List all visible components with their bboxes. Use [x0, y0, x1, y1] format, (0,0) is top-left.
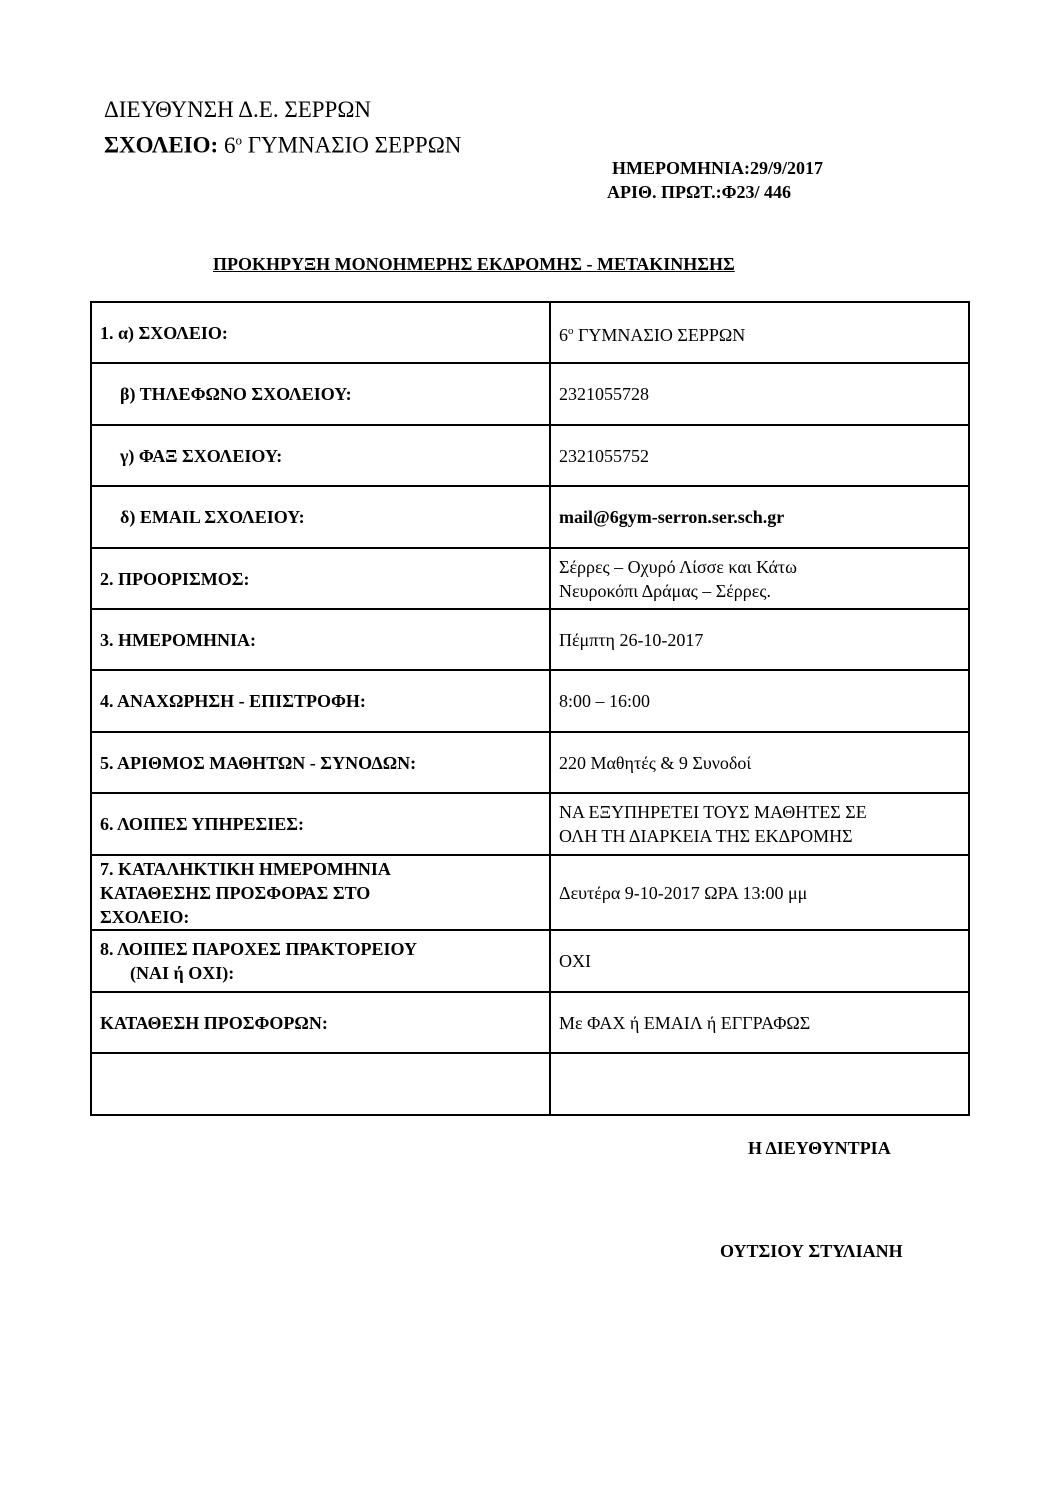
- row-value: 2321055752: [550, 425, 969, 486]
- row-label: 1. α) ΣΧΟΛΕΙΟ:: [91, 302, 550, 363]
- table-row: [91, 670, 969, 732]
- row-value-empty: [550, 1053, 969, 1115]
- table-row: [91, 793, 969, 855]
- row-label: δ) EMAIL ΣΧΟΛΕΙΟΥ:: [91, 486, 550, 548]
- table-row: [91, 992, 969, 1053]
- row-value: 8:00 – 16:00: [550, 670, 969, 732]
- row-label: 8. ΛΟΙΠΕΣ ΠΑΡΟΧΕΣ ΠΡΑΚΤΟΡΕΙΟΥ (ΝΑΙ ή ΟΧΙ):: [91, 930, 550, 992]
- table-row: [91, 609, 969, 670]
- table-row: [91, 425, 969, 486]
- row-label: 5. ΑΡΙΘΜΟΣ ΜΑΘΗΤΩΝ - ΣΥΝΟΔΩΝ:: [91, 732, 550, 793]
- table-row-empty: [91, 1053, 969, 1115]
- row-label: 7. ΚΑΤΑΛΗΚΤΙΚΗ ΗΜΕΡΟΜΗΝΙΑ ΚΑΤΑΘΕΣΗΣ ΠΡΟΣΦΟΡΑΣ ΣΤΟ ΣΧΟΛΕΙΟ:: [91, 855, 550, 930]
- table-row: [91, 930, 969, 992]
- row-value: ΟΧΙ: [550, 930, 969, 992]
- row-value: Σέρρες – Οχυρό Λίσσε και Κάτω Νευροκόπι Δράμας – Σέρρες.: [550, 548, 969, 609]
- table-row: [91, 486, 969, 548]
- row-label: ΚΑΤΑΘΕΣΗ ΠΡΟΣΦΟΡΩΝ:: [91, 992, 550, 1053]
- row-value: $6^o$ ΓΥΜΝΑΣΙΟ ΣΕΡΡΩΝ: [550, 302, 969, 363]
- row-value: Πέμπτη 26-10-2017: [550, 609, 969, 670]
- row-value: 2321055728: [550, 363, 969, 425]
- table-row: [91, 855, 969, 930]
- school-number: $6^o$: [223, 132, 242, 158]
- page-title: ΠΡΟΚΗΡΥΞΗ ΜΟΝΟΗΜΕΡΗΣ ΕΚΔΡΟΜΗΣ - ΜΕΤΑΚΙΝΗΣΗΣ: [213, 254, 735, 274]
- table-row: [91, 302, 969, 363]
- row-value: 220 Μαθητές & 9 Συνοδοί: [550, 732, 969, 793]
- school-heading: [104, 127, 461, 159]
- trip-details-table: [90, 301, 970, 1116]
- row-label: 6. ΛΟΙΠΕΣ ΥΠΗΡΕΣΙΕΣ:: [91, 793, 550, 855]
- table-row: [91, 548, 969, 609]
- signatory-name: ΟΥΤΣΙΟΥ ΣΤΥΛΙΑΝΗ: [720, 1241, 903, 1261]
- row-value: Με ΦΑΧ ή ΕΜΑΙΛ ή ΕΓΓΡΑΦΩΣ: [550, 992, 969, 1053]
- row-label: 2. ΠΡΟΟΡΙΣΜΟΣ:: [91, 548, 550, 609]
- row-label: γ) ΦΑΞ ΣΧΟΛΕΙΟΥ:: [91, 425, 550, 486]
- row-value: Δευτέρα 9-10-2017 ΩΡΑ 13:00 μμ: [550, 855, 969, 930]
- document-date: ΗΜΕΡΟΜΗΝΙΑ:29/9/2017: [612, 158, 823, 178]
- row-value: ΝΑ ΕΞΥΠΗΡΕΤΕΙ ΤΟΥΣ ΜΑΘΗΤΕΣ ΣΕ ΟΛΗ ΤΗ ΔΙΑΡΚΕΙΑ ΤΗΣ ΕΚΔΡΟΜΗΣ: [550, 793, 969, 855]
- row-label: 3. ΗΜΕΡΟΜΗΝΙΑ:: [91, 609, 550, 670]
- table-row: [91, 363, 969, 425]
- directorate-heading: ΔΙΕΥΘΥΝΣΗ Δ.Ε. ΣΕΡΡΩΝ: [104, 97, 372, 122]
- signatory-role: Η ΔΙΕΥΘΥΝΤΡΙΑ: [748, 1138, 891, 1158]
- school-label: ΣΧΟΛΕΙΟ:: [104, 132, 219, 158]
- school-name: ΓΥΜΝΑΣΙΟ ΣΕΡΡΩΝ: [247, 132, 462, 158]
- table-row: [91, 732, 969, 793]
- row-label: 4. ΑΝΑΧΩΡΗΣΗ - ΕΠΙΣΤΡΟΦΗ:: [91, 670, 550, 732]
- row-label: β) ΤΗΛΕΦΩΝΟ ΣΧΟΛΕΙΟΥ:: [91, 363, 550, 425]
- protocol-number: ΑΡΙΘ. ΠΡΩΤ.:Φ23/ 446: [607, 182, 791, 202]
- row-label-empty: [91, 1053, 550, 1115]
- email-value: mail@6gym-serron.ser.sch.gr: [550, 486, 969, 548]
